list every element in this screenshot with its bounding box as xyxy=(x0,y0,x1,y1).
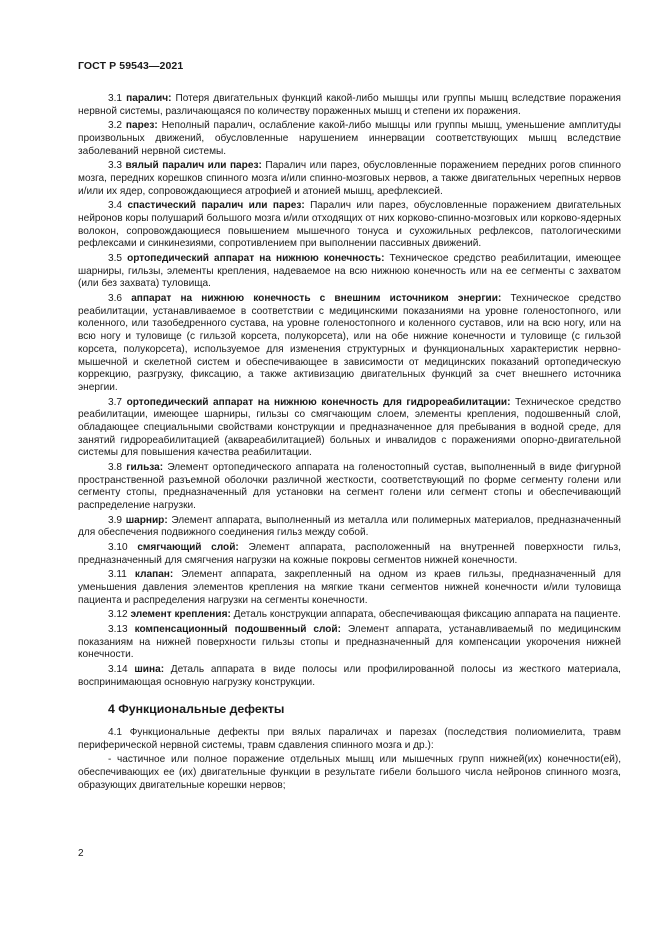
definition-number: 3.6 xyxy=(108,293,123,304)
definition-number: 3.3 xyxy=(108,160,123,172)
definition-3-6 xyxy=(78,293,621,395)
definition-text: Элемент аппарата, выполненный из металла или полимерных материалов, предназначенный для обеспечения подвижного соединения гильз между собой. xyxy=(78,514,621,539)
definition-number: 3.8 xyxy=(108,461,123,473)
definition-text: Техническое средство реабилитации, имеющее шарниры, гильзы со смягчающим слоем, элементы крепления, подошвенный слой, обладающее специальными свойствами конструкции и предназначенное для пребывания в водной среде, для занятий гидрореабилитацией (аквареабилитацией) больных и инвалидов с поражениями опорно-двигательной системы для повышения качества реабилитации. xyxy=(78,396,621,459)
definition-3-9 xyxy=(78,515,621,540)
section-4-title: 4 Функциональные дефекты xyxy=(108,702,285,717)
definition-text: Деталь аппарата в виде полосы или профилированной полосы из жесткого материала, воспринимающая основную нагрузку конструкции. xyxy=(78,663,621,688)
definition-number: 3.10 xyxy=(108,541,128,553)
definition-term: шина: xyxy=(134,663,165,675)
definition-text: Элемент аппарата, расположенный на внутренней поверхности гильз, предназначенный для смягчения нагрузки на кожные покровы сегментов нижней конечности. xyxy=(78,541,621,566)
definition-number: 3.13 xyxy=(108,623,128,635)
definition-text: Элемент аппарата, устанавливаемый по медицинским показаниям на нижней поверхности гильзы стопы и предназначенный для компенсации укорочения нижней конечности. xyxy=(78,623,621,661)
section-4-paragraph-1: 4.1 Функциональные дефекты при вялых параличах и парезах (последствия полиомиелита, травм периферической нервной системы, травм сдавления спинного мозга и др.): xyxy=(78,726,621,751)
definition-term: шарнир: xyxy=(125,514,168,526)
definition-number: 3.2 xyxy=(108,120,123,132)
definition-number: 3.14 xyxy=(108,663,128,675)
definition-number: 3.7 xyxy=(108,396,123,408)
definition-term: спастический паралич или парез: xyxy=(127,200,305,212)
definition-3-12 xyxy=(78,609,621,622)
page-number: 2 xyxy=(78,848,84,859)
definition-term: ортопедический аппарат на нижнюю конечность для гидрореабилитации: xyxy=(126,396,511,408)
definition-term: вялый паралич или парез: xyxy=(125,160,262,172)
definition-text: Потеря двигательных функций какой-либо мышцы или группы мышц вследствие поражения нервной системы, различающаяся по количеству пораженных мышц и степени их поражения. xyxy=(78,93,621,117)
definition-3-13 xyxy=(78,624,621,662)
definition-term: клапан: xyxy=(134,569,174,581)
definition-3-10 xyxy=(78,542,621,567)
definition-3-14 xyxy=(78,664,621,689)
definition-number: 3.11 xyxy=(108,569,127,581)
definition-3-4 xyxy=(78,200,621,251)
definition-text: Техническое средство реабилитации, имеющее шарниры, гильзы, элементы крепления, надеваемое на всю нижнюю конечность или на ее сегменты с захватом (или без захвата) туловища. xyxy=(78,253,621,290)
definition-text: Элемент аппарата, закрепленный на одном из краев гильзы, предназначенный для уменьшения давления элементов крепления на мягкие ткани сегментов нижней конечности и/или туловища пациента и распределения нагрузки на сегменты конечности. xyxy=(78,569,621,606)
definition-text: Элемент ортопедического аппарата на голеностопный сустав, выполненный в виде фигурной пространственной разъемной оболочки различной жесткости, соответствующий по форме сегменту голени или сегменту стопы, предназначенный для установки на сегмент голени или сегмент стопы и обеспечивающий распределение нагрузки. xyxy=(78,461,621,512)
page-content xyxy=(78,93,621,794)
definition-term: гильза: xyxy=(126,461,164,473)
definition-text: Деталь конструкции аппарата, обеспечивающая фиксацию аппарата на пациенте. xyxy=(233,609,621,621)
definition-3-2 xyxy=(78,120,621,158)
definition-number: 3.12 xyxy=(108,609,128,621)
definition-term: элемент крепления: xyxy=(130,609,231,621)
definition-term: паралич: xyxy=(126,93,172,104)
definition-3-3 xyxy=(78,160,621,198)
definition-term: аппарат на нижнюю конечность с внешним источником энергии: xyxy=(131,293,502,304)
definition-3-7 xyxy=(78,397,621,461)
definition-3-5 xyxy=(78,253,621,291)
definition-number: 3.5 xyxy=(108,253,123,264)
definition-term: ортопедический аппарат на нижнюю конечность: xyxy=(127,253,385,264)
definition-text: Паралич или парез, обусловленные поражением передних рогов спинного мозга, передних корешков спинного мозга и/или спинно-мозговых нервов, а также двигательных черепных нервов и/или их ядер, сопровождающиеся атрофией и атонией мышц, арефлексией. xyxy=(78,160,621,197)
definition-text: Паралич или парез, обусловленные поражением двигательных нейронов коры полушарий большого мозга и/или отходящих от них корково-спинно-мозговых или корково-ядерных волокон, сопровождающиеся повышением мышечного тонуса и сухожильных рефлексов, патологическими рефлексами и синкинезиями, сопротивлением при выполнении пассивных движений. xyxy=(78,200,621,250)
definition-number: 3.4 xyxy=(108,200,123,212)
definition-3-8 xyxy=(78,462,621,513)
definition-term: парез: xyxy=(125,120,158,132)
definition-number: 3.9 xyxy=(108,514,123,526)
definition-number: 3.1 xyxy=(108,93,123,104)
document-id-header: ГОСТ Р 59543—2021 xyxy=(78,60,184,72)
definition-term: компенсационный подошвенный слой: xyxy=(134,623,341,635)
definition-term: смягчающий слой: xyxy=(137,541,239,553)
definition-text: Неполный паралич, ослабление какой-либо мышцы или группы мышц, уменьшение амплитуды произвольных движений, обусловленные нарушением иннервации соответствующих мышц вследствие заболеваний нервной системы. xyxy=(78,120,622,157)
definition-3-11 xyxy=(78,569,621,607)
definition-text: Техническое средство реабилитации, устанавливаемое в соответствии с медицинскими показаниями на уровне голеностопного, или коленного, или тазобедренного сустава, на уровне голеностопного и коленного суставов, или на всю ногу, или на всю ногу и туловище (с гильзой корсета, полукорсета), или на обе нижние конечности и туловище (с гильзой корсета, полукорсета), используемое для изменения структурных и функциональных характеристик нервно-мышечной и скелетной систем и обеспечивающее в зависимости от медицинских показаний ортопедическую коррекцию, разгрузку, фиксацию, а также активизацию двигательных функций за счет внешнего источника энергии. xyxy=(78,293,621,393)
definition-3-1 xyxy=(78,93,621,118)
section-4-paragraph-2: - частичное или полное поражение отдельных мышц или мышечных групп нижней(их) конечности(ей), обеспечивающих ее (их) двигательные функции в результате гибели большого числа нейронов спинного мозга, образующих двигательные корешки нервов; xyxy=(78,754,621,791)
